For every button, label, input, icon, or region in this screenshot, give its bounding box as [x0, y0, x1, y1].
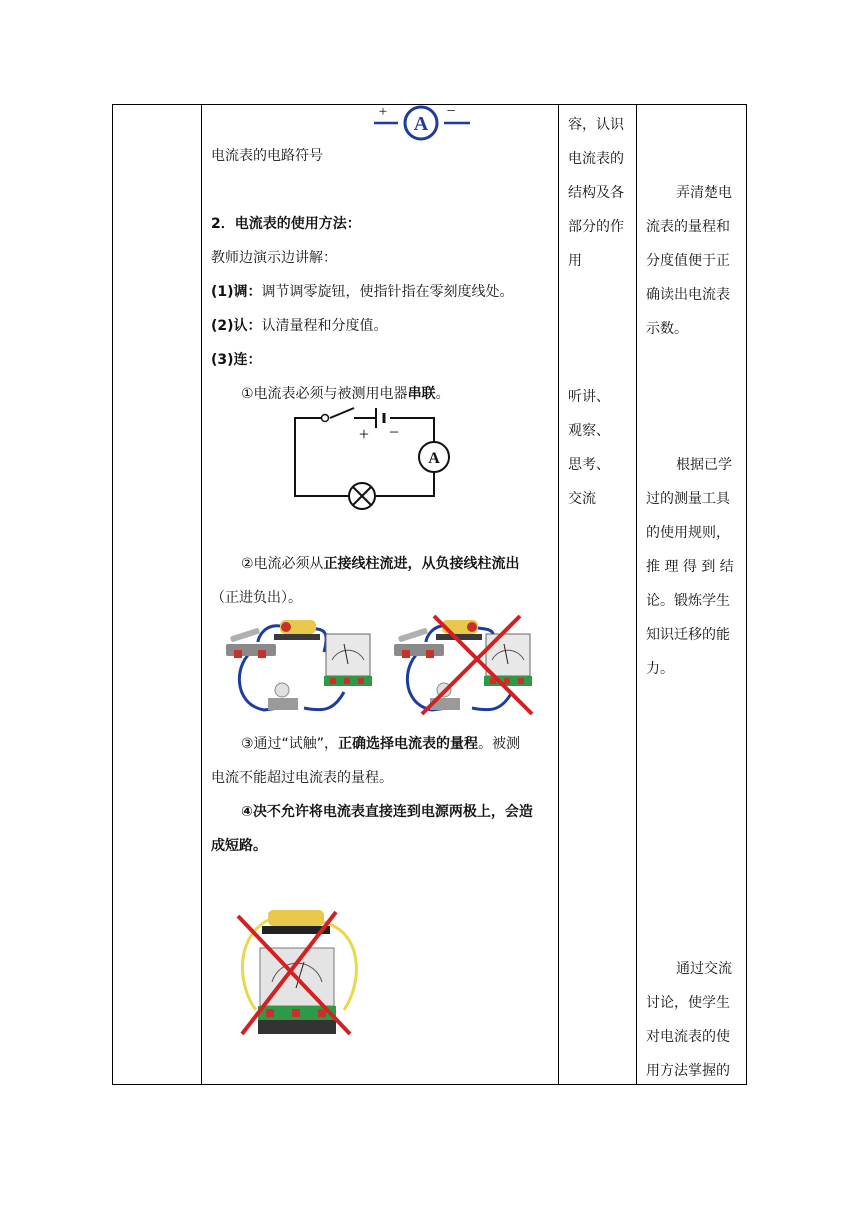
intent-line: 论。锻炼学生	[646, 593, 730, 609]
rule-4-line2: 成短路。	[211, 838, 267, 854]
intent-line: 力。	[646, 661, 674, 677]
rule-3-bold: 正确选择电流表的量程	[338, 736, 479, 752]
ammeter-symbol-minus: −	[446, 103, 456, 120]
method-line: 观察、	[568, 423, 610, 439]
intent-line: 的使用规则，	[646, 525, 730, 541]
intent-line: 示数。	[646, 321, 688, 337]
wrong-connection-photo	[392, 612, 542, 716]
rule-2-bold: 正接线柱流进，从负接线柱流出	[323, 556, 520, 572]
method-line: 容，认识	[568, 117, 624, 133]
short-circuit-photo	[232, 910, 362, 1038]
ammeter-symbol-plus: +	[378, 104, 388, 120]
column-divider-2	[558, 104, 559, 1085]
column-divider-1	[201, 104, 202, 1085]
rule-4-line1: ④决不允许将电流表直接连到电源两极上，会造	[241, 804, 533, 820]
section-heading: 2．电流表的使用方法：	[211, 216, 361, 232]
intent-line: 讨论，使学生	[646, 995, 730, 1011]
step-2-label: (2)认：	[211, 318, 262, 334]
step-1-label: (1)调：	[211, 284, 262, 300]
intent-line: 确读出电流表	[646, 287, 730, 303]
intent-line: 分度值便于正	[646, 253, 730, 269]
rule-3-line2: 电流不能超过电流表的量程。	[211, 770, 393, 786]
series-circuit-diagram	[292, 404, 452, 516]
correct-connection-photo	[224, 612, 374, 716]
symbol-caption: 电流表的电路符号	[211, 148, 323, 164]
rule-2-prefix: ②电流必须从	[241, 556, 324, 572]
method-line: 结构及各	[568, 185, 624, 201]
method-line: 交流	[568, 491, 596, 507]
table-right-border	[746, 104, 747, 1085]
rule-3-suffix: 。被测	[478, 736, 521, 752]
rule-3	[241, 735, 520, 753]
intent-line: 通过交流	[676, 961, 732, 977]
rule-1	[241, 385, 450, 403]
method-line: 电流表的	[568, 151, 624, 167]
circuit-plus: +	[358, 424, 370, 444]
step-3-label: (3)连：	[211, 352, 262, 368]
rule-3-prefix: ③通过“试触”，	[241, 736, 339, 752]
intent-line: 用方法掌握的	[646, 1063, 730, 1079]
method-line: 用	[568, 253, 582, 269]
step-1	[211, 283, 514, 301]
method-line: 部分的作	[568, 219, 624, 235]
intent-line: 过的测量工具	[646, 491, 730, 507]
method-line: 听讲、	[568, 389, 610, 405]
intent-line: 弄清楚电	[676, 185, 732, 201]
step-2	[211, 317, 388, 335]
rule-1-prefix: ①电流表必须与被测用电器	[241, 386, 408, 402]
table-left-border	[112, 104, 113, 1085]
column-divider-3	[636, 104, 637, 1085]
circuit-ammeter-letter: A	[428, 450, 440, 467]
ammeter-symbol	[374, 104, 470, 148]
rule-2	[241, 555, 520, 573]
intent-line: 对电流表的使	[646, 1029, 730, 1045]
ammeter-symbol-letter: A	[413, 113, 429, 135]
step-2-text: 认清量程和分度值。	[261, 318, 388, 334]
intent-line: 知识迁移的能	[646, 627, 730, 643]
intro-text: 教师边演示边讲解：	[211, 250, 337, 266]
rule-1-suffix: 。	[435, 386, 450, 402]
intent-line: 流表的量程和	[646, 219, 730, 235]
circuit-minus: −	[388, 422, 400, 442]
step-1-text: 调节调零旋钮，使指针指在零刻度线处。	[261, 284, 514, 300]
rule-1-bold: 串联	[407, 386, 436, 402]
method-line: 思考、	[568, 457, 610, 473]
intent-line: 根据已学	[676, 457, 732, 473]
rule-2-line2: （正进负出）。	[211, 590, 302, 606]
intent-line: 推 理 得 到 结	[646, 559, 734, 575]
